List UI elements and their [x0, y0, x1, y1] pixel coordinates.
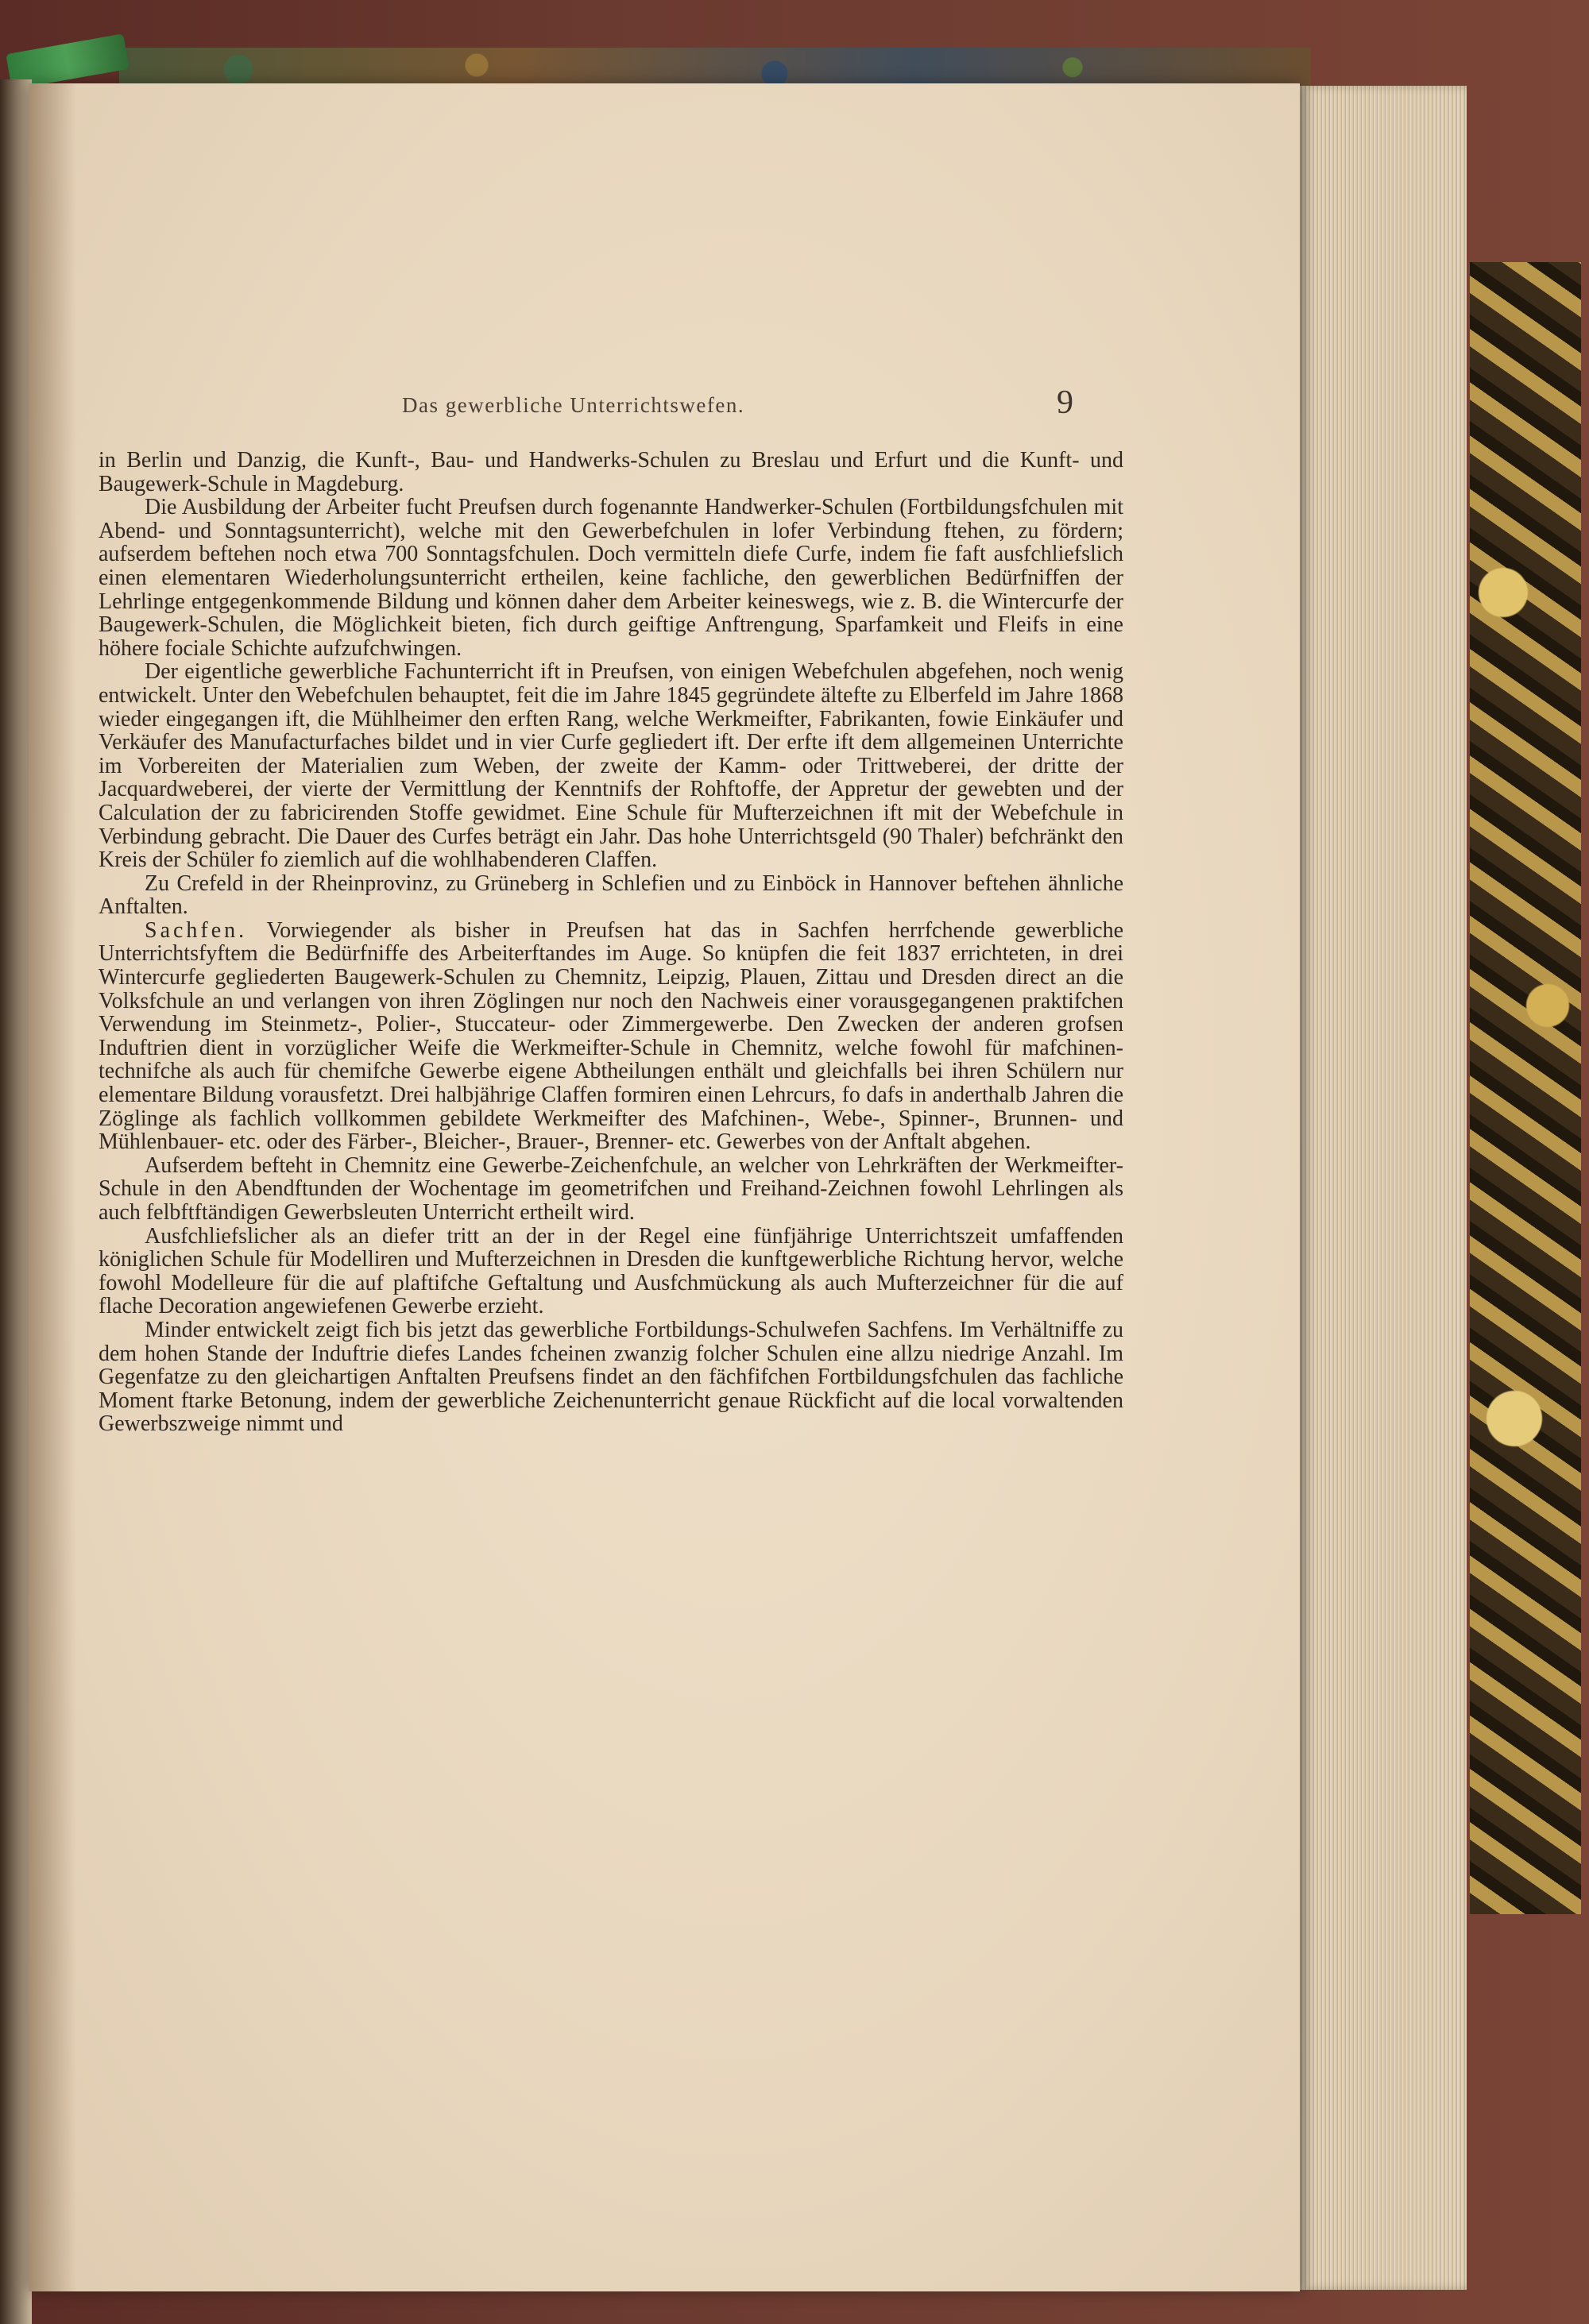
page-number: 9 — [1057, 384, 1073, 421]
body-text — [99, 449, 1123, 1436]
paragraph: Zu Crefeld in der Rheinprovinz, zu Grüneberg in Schlefien und zu Einböck in Hannover beftehen ähnliche Anftalten. — [99, 871, 1123, 920]
paragraph: Ausfchliefslicher als an diefer tritt an der in der Regel eine fünfjährige Unterrichtszeit umfaffenden königlichen Schule für Modelliren und Mufterzeichnen in Dresden die kunftgewerbliche Richtung hervor, welche fowohl Modelleure für die auf plaftifche Geftaltung und Ausfchmückung als auch Mufterzeichner für die auf flache Decoration angewiefenen Gewerbe erzieht. — [99, 1223, 1123, 1319]
paragraph: in Berlin und Danzig, die Kunft-, Bau- und Handwerks-Schulen zu Breslau und Erfurt und die Kunft- und Baugewerk-Schule in Magdeburg. — [99, 448, 1123, 496]
paragraph: Minder entwickelt zeigt fich bis jetzt das gewerbliche Fortbildungs-Schulwefen Sachfens. Im Verhältniffe zu dem hohen Stande der Induftrie diefes Landes fcheinen zwanzig folcher Schulen eine allzu niedrige Anzahl. Im Gegenfatze zu den gleichartigen Anftalten Preufsens findet an den fächfifchen Fortbildungsfchulen das fachliche Moment ftarke Betonung, indem der gewerbliche Zeichenunterricht genaue Rückficht auf die local vorwaltenden Gewerbszweige nimmt und — [99, 1317, 1123, 1437]
running-title: Das gewerbliche Unterrichtswefen. — [402, 393, 745, 417]
paragraph: Die Ausbildung der Arbeiter fucht Preufsen durch fogenannte Handwerker-Schulen (Fortbildungsfchulen mit Abend- und Sonntagsunterricht), welche mit den Gewerbefchulen in lofer Verbindung ftehen, zu fördern; aufserdem beftehen noch etwa 700 Sonntagsfchulen. Doch vermitteln diefe Curfe, indem fie faft ausfchliefslich einen elementaren Wiederholungsunterricht ertheilen, keine fachliche, den gewerblichen Bedürfniffen der Lehrlinge entgegenkommende Bildung und können daher dem Arbeiter keineswegs, wie z. B. die Wintercurfe der Baugewerk-Schulen, die Möglichkeit bieten, fich durch geiftige Anftrengung, Sparfamkeit und Fleifs in eine höhere fociale Schichte aufzufchwingen. — [99, 495, 1123, 661]
facing-page-edge — [0, 79, 32, 2324]
page-stack-edge — [1300, 86, 1467, 2290]
page-header — [29, 384, 1300, 431]
paragraph: Aufserdem befteht in Chemnitz eine Gewerbe-Zeichenfchule, an welcher von Lehrkräften der Werkmeifter-Schule in den Abendftunden der Wochentage im geometrifchen und Freihand-Zeichnen fowohl Lehrlingen als auch felbftftändigen Gewerbsleuten Unterricht ertheilt wird. — [99, 1152, 1123, 1225]
book-page — [29, 83, 1300, 2291]
paragraph — [99, 919, 1123, 1154]
marbled-endpaper-right — [1470, 262, 1581, 1914]
section-heading: Sachfen. — [145, 917, 248, 943]
paragraph: Der eigentliche gewerbliche Fachunterricht ift in Preufsen, von einigen Webefchulen abgefehen, noch wenig entwickelt. Unter den Webefchulen behauptet, feit die im Jahre 1845 gegründete ältefte zu Elberfeld im Jahre 1868 wieder eingegangen ift, die Mühlheimer den erften Rang, welche Werkmeifter, Fabrikanten, fowie Einkäufer und Verkäufer des Manufacturfaches bildet und in vier Curfe gegliedert ift. Der erfte ift dem allgemeinen Unterrichte im Vorbereiten der Materialien zum Weben, der zweite der Kamm- oder Trittweberei, der dritte der Jacquardweberei, der vierte der Vermittlung der Kenntnifs der Rohftoffe, der Appretur der gewebten und der Calculation der zu fabricirenden Stoffe gewidmet. Eine Schule für Mufterzeichnen ift mit der Webefchule in Verbindung gebracht. Die Dauer des Curfes beträgt ein Jahr. Das hohe Unterrichtsgeld (90 Thaler) befchränkt den Kreis der Schüler fo ziemlich auf die wohlhabenderen Claffen. — [99, 659, 1123, 873]
paragraph-text: Vorwiegender als bisher in Preufsen hat das in Sachfen herrfchende gewerbliche Unterrichtsfyftem die Bedürfniffe des Arbeiterftandes im Auge. So knüpfen die feit 1837 errichteten, in drei Wintercurfe gegliederten Baugewerk-Schulen zu Chemnitz, Leipzig, Plauen, Zittau und Dresden direct an die Volksfchule an und verlangen von ihren Zöglingen nur noch den Nachweis einer vorausgegangenen praktifchen Verwendung im Steinmetz-, Polier-, Stuccateur- oder Zimmergewerbe. Den Zwecken der anderen grofsen Induftrien dient in vorzüglicher Weife die Werkmeifter-Schule in Chemnitz, welche fowohl für mafchinen-technifche als auch für chemifche Gewerbe eigene Abtheilungen enthält und gleichfalls bei ihren Schülern nur elementare Bildung vorausfetzt. Drei halbjährige Claffen formiren einen Lehrcurs, fo dafs in anderthalb Jahren die Zöglinge als fachlich vollkommen gebildete Werkmeifter des Mafchinen-, Webe-, Spinner-, Brunnen- und Mühlenbauer- etc. oder des Färber-, Bleicher-, Brauer-, Brenner- etc. Gewerbes von der Anftalt abgehen. — [99, 917, 1123, 1155]
